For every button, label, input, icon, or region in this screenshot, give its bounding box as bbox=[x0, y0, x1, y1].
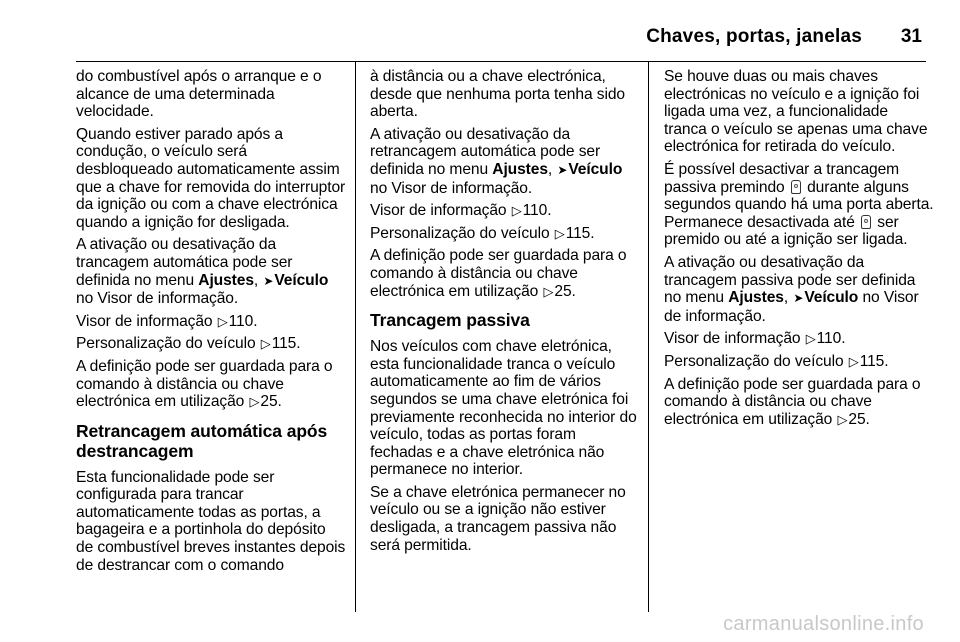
menu-item-veiculo: Veículo bbox=[804, 289, 859, 307]
paragraph: Personalização do veículo ▷115. bbox=[370, 224, 595, 242]
menu-item-ajustes: Ajustes bbox=[492, 160, 548, 178]
column-2 bbox=[370, 68, 640, 559]
reference-arrow-icon: ▷ bbox=[554, 225, 565, 241]
paragraph: Se houve duas ou mais chaves electrónicas no veículo e a ignição foi ligada uma vez, a funcionalidade tranca o veículo se apenas uma chave electrónica for retirada do veículo. bbox=[664, 68, 928, 156]
column-3 bbox=[664, 68, 934, 433]
paragraph: Visor de informação ▷110. bbox=[370, 202, 552, 220]
page-reference[interactable]: 110. bbox=[522, 202, 552, 220]
page-reference[interactable]: 115. bbox=[565, 224, 595, 242]
column-divider-1 bbox=[355, 62, 356, 612]
reference-arrow-icon: ▷ bbox=[249, 394, 260, 410]
page-reference[interactable]: 25. bbox=[260, 393, 282, 411]
menu-item-ajustes: Ajustes bbox=[198, 271, 254, 289]
page-number: 31 bbox=[900, 26, 922, 47]
paragraph: Quando estiver parado após a condução, o veículo será desbloqueado automaticamente assim que a chave for removida do interruptor da ignição ou com a chave electrónica quando a ignição for desligada. bbox=[76, 125, 346, 231]
paragraph: à distância ou a chave electrónica, desde que nenhuma porta tenha sido aberta. bbox=[370, 68, 625, 121]
column-1 bbox=[76, 68, 346, 579]
watermark: carmanualsonline.info bbox=[723, 613, 924, 635]
menu-item-veiculo: Veículo bbox=[274, 271, 329, 289]
reference-arrow-icon: ▷ bbox=[543, 283, 554, 299]
paragraph: A definição pode ser guardada para o comando à distância ou chave electrónica em utilização ▷25. bbox=[370, 247, 627, 300]
paragraph: do combustível após o arranque e o alcance de uma determinada velocidade. bbox=[76, 68, 322, 121]
paragraph: A definição pode ser guardada para o comando à distância ou chave electrónica em utilização ▷25. bbox=[664, 375, 921, 428]
paragraph: A ativação ou desativação da trancagem automática pode ser definida no menu Ajustes, ➤Veículo no Visor de informação. bbox=[76, 236, 329, 308]
paragraph: É possível desactivar a trancagem passiva premindo durante alguns segundos quando há uma porta aberta. Permanece desactivada até ser premido ou até a ignição ser ligada. bbox=[664, 160, 934, 249]
reference-arrow-icon: ▷ bbox=[848, 353, 859, 369]
page-header bbox=[76, 24, 926, 62]
paragraph: Personalização do veículo ▷115. bbox=[76, 335, 301, 353]
menu-arrow-icon: ➤ bbox=[793, 291, 804, 306]
paragraph: Nos veículos com chave eletrónica, esta funcionalidade tranca o veículo automaticamente ao fim de vários segundos se uma chave eletrónica foi previamente reconhecida no interior do veículo, todas as portas foram fechadas e a chave eletrónica não permanece no interior. bbox=[370, 338, 637, 479]
paragraph: A definição pode ser guardada para o comando à distância ou chave electrónica em utilização ▷25. bbox=[76, 357, 333, 411]
menu-arrow-icon: ➤ bbox=[263, 273, 274, 288]
menu-item-ajustes: Ajustes bbox=[728, 289, 784, 307]
menu-arrow-icon: ➤ bbox=[557, 162, 568, 177]
section-heading: Retrancagem automática após destrancagem bbox=[76, 420, 328, 461]
paragraph: Visor de informação ▷110. bbox=[664, 330, 846, 348]
paragraph: A ativação ou desativação da retrancagem automática pode ser definida no menu Ajustes, ➤Veículo no Visor de informação. bbox=[370, 125, 623, 197]
column-divider-2 bbox=[648, 62, 649, 612]
reference-arrow-icon: ▷ bbox=[837, 411, 848, 427]
reference-arrow-icon: ▷ bbox=[260, 336, 271, 352]
reference-arrow-icon: ▷ bbox=[511, 203, 522, 219]
page-reference[interactable]: 25. bbox=[554, 282, 576, 300]
paragraph: Visor de informação ▷110. bbox=[76, 312, 258, 330]
page-reference[interactable]: 115. bbox=[271, 335, 301, 353]
key-lock-button-icon bbox=[791, 180, 801, 194]
page-reference[interactable]: 25. bbox=[848, 410, 870, 428]
page-reference[interactable]: 115. bbox=[859, 352, 889, 370]
reference-arrow-icon: ▷ bbox=[217, 313, 228, 329]
section-title: Chaves, portas, janelas bbox=[646, 26, 862, 47]
reference-arrow-icon: ▷ bbox=[805, 331, 816, 347]
paragraph: Se a chave eletrónica permanecer no veículo ou se a ignição não estiver desligada, a trancagem passiva não será permitida. bbox=[370, 483, 626, 554]
page-reference[interactable]: 110. bbox=[816, 330, 846, 348]
paragraph: A ativação ou desativação da trancagem passiva pode ser definida no menu Ajustes, ➤Veículo no Visor de informação. bbox=[664, 253, 919, 325]
paragraph: Personalização do veículo ▷115. bbox=[664, 352, 889, 370]
section-heading: Trancagem passiva bbox=[370, 310, 530, 331]
paragraph: Esta funcionalidade pode ser configurada para trancar automaticamente todas as portas, a bagageira e a portinhola do depósito de combustível breves instantes depois de destrancar com o comando bbox=[76, 468, 346, 574]
page-reference[interactable]: 110. bbox=[228, 312, 258, 330]
key-lock-button-icon bbox=[861, 215, 871, 229]
menu-item-veiculo: Veículo bbox=[568, 160, 623, 178]
